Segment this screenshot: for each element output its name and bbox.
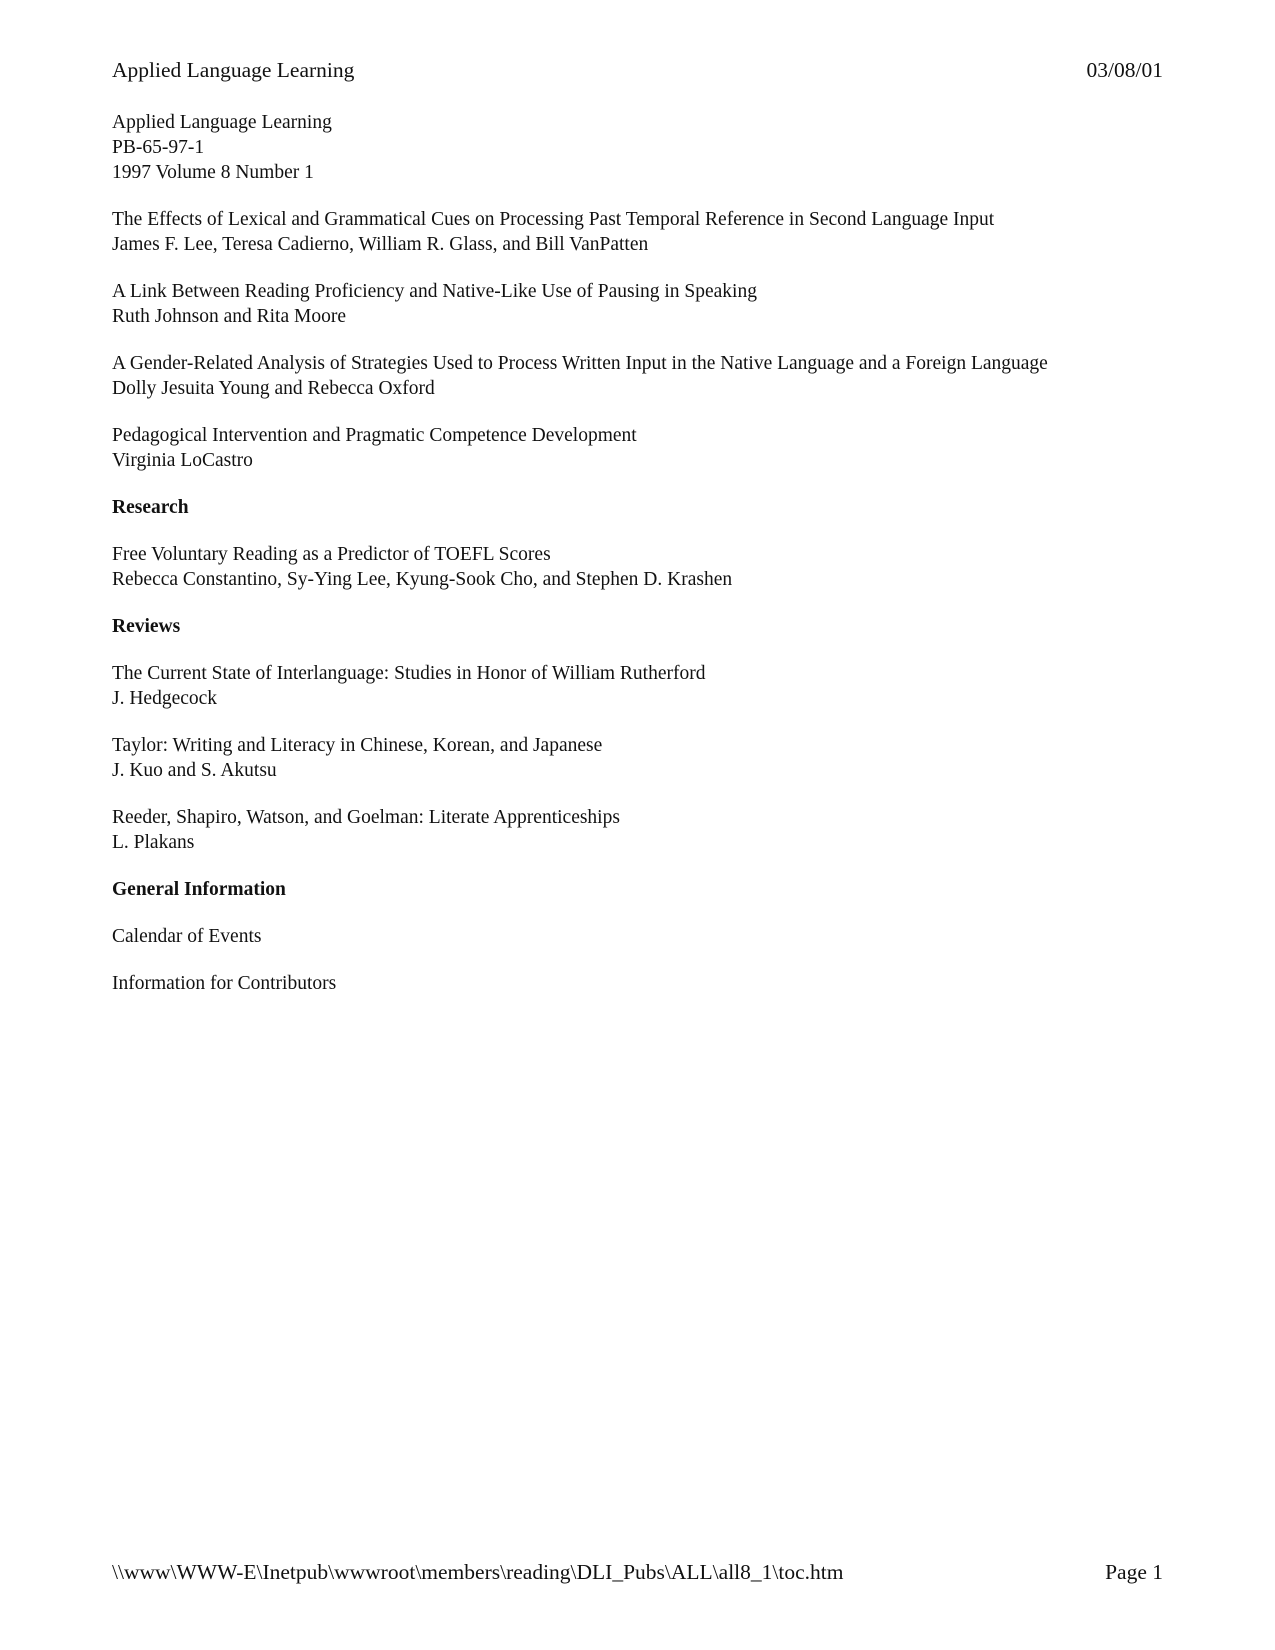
publication-code: PB-65-97-1 <box>112 137 205 158</box>
article-authors: James F. Lee, Teresa Cadierno, William R. Glass, and Bill VanPatten <box>112 234 649 255</box>
review-title[interactable]: Taylor: Writing and Literacy in Chinese, Korean, and Japanese <box>112 735 603 756</box>
article-title[interactable]: A Gender-Related Analysis of Strategies Used to Process Written Input in the Native Language and a Foreign Language <box>112 353 1048 374</box>
review-entry <box>112 733 1172 783</box>
file-path: \\www\WWW-E\Inetpub\wwwroot\members\reading\DLI_Pubs\ALL\all8_1\toc.htm <box>112 1560 844 1584</box>
review-author: J. Hedgecock <box>112 688 218 709</box>
running-header <box>112 58 1163 88</box>
article-authors: Ruth Johnson and Rita Moore <box>112 306 346 327</box>
review-title[interactable]: The Current State of Interlanguage: Studies in Honor of William Rutherford <box>112 663 706 684</box>
article-title[interactable]: Pedagogical Intervention and Pragmatic Competence Development <box>112 425 637 446</box>
article-authors: Virginia LoCastro <box>112 450 253 471</box>
article-title[interactable]: The Effects of Lexical and Grammatical Cues on Processing Past Temporal Reference in Second Language Input <box>112 209 995 230</box>
article-entry <box>112 207 1172 257</box>
header-title: Applied Language Learning <box>112 58 355 82</box>
research-entry <box>112 542 1172 592</box>
running-footer <box>112 1560 1163 1590</box>
article-entry <box>112 351 1172 401</box>
masthead <box>112 110 1172 185</box>
article-title[interactable]: A Link Between Reading Proficiency and Native-Like Use of Pausing in Speaking <box>112 281 757 302</box>
article-entry <box>112 279 1172 329</box>
article-entry <box>112 423 1172 473</box>
article-authors: Dolly Jesuita Young and Rebecca Oxford <box>112 378 435 399</box>
general-information-heading: General Information <box>112 879 286 900</box>
review-entry <box>112 805 1172 855</box>
calendar-of-events-link[interactable]: Calendar of Events <box>112 926 262 947</box>
information-for-contributors-link[interactable]: Information for Contributors <box>112 973 337 994</box>
research-title[interactable]: Free Voluntary Reading as a Predictor of TOEFL Scores <box>112 544 551 565</box>
journal-name: Applied Language Learning <box>112 112 332 133</box>
review-entry <box>112 661 1172 711</box>
review-author: L. Plakans <box>112 832 195 853</box>
page-number: Page 1 <box>1105 1560 1163 1584</box>
research-heading: Research <box>112 497 189 518</box>
research-authors: Rebecca Constantino, Sy-Ying Lee, Kyung-Sook Cho, and Stephen D. Krashen <box>112 569 733 590</box>
header-date: 03/08/01 <box>1086 58 1163 82</box>
review-title[interactable]: Reeder, Shapiro, Watson, and Goelman: Literate Apprenticeships <box>112 807 620 828</box>
review-author: J. Kuo and S. Akutsu <box>112 760 277 781</box>
general-entry <box>112 971 1172 996</box>
reviews-heading: Reviews <box>112 616 181 637</box>
issue-info: 1997 Volume 8 Number 1 <box>112 162 314 183</box>
table-of-contents <box>112 110 1172 1018</box>
general-entry <box>112 924 1172 949</box>
